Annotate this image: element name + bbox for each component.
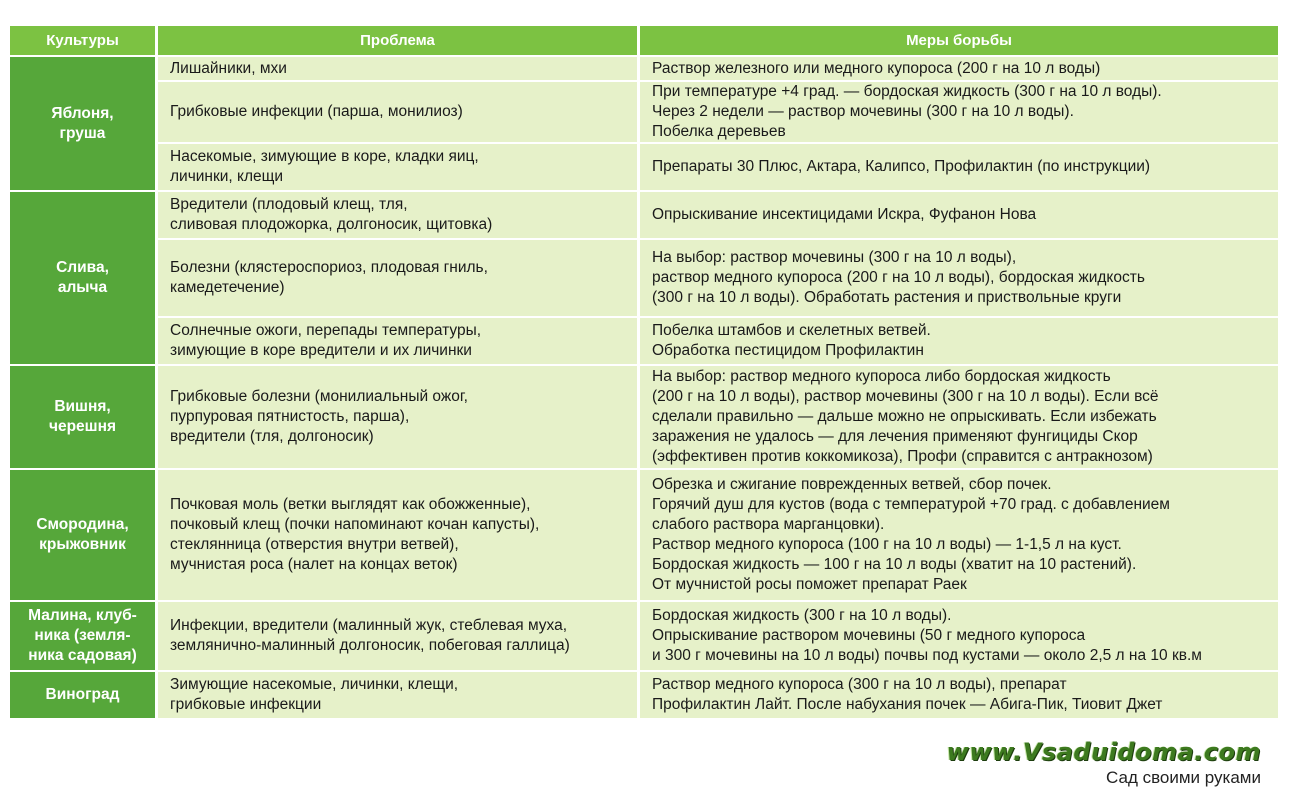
table-row — [10, 366, 1278, 470]
measures-cell: Раствор медного купороса (300 г на 10 л воды), препарат Профилактин Лайт. После набухания почек — Абига-Пик, Тиовит Джет — [640, 672, 1278, 720]
problem-cell: Болезни (клястероспориоз, плодовая гниль, камедетечение) — [158, 240, 640, 318]
watermark-url: www.Vsaduidoma.com — [946, 738, 1261, 766]
crop-cell: Смородина, крыжовник — [10, 470, 158, 602]
header-measures: Меры борьбы — [640, 26, 1278, 57]
table-header-row — [10, 26, 1278, 57]
table-row — [10, 602, 1278, 672]
problem-cell: Солнечные ожоги, перепады температуры, зимующие в коре вредители и их личинки — [158, 318, 640, 366]
problem-cell: Лишайники, мхи — [158, 57, 640, 82]
crop-cell: Малина, клуб- ника (земля- ника садовая) — [10, 602, 158, 672]
problem-cell: Почковая моль (ветки выглядят как обожженные), почковый клещ (почки напоминают кочан капусты), стеклянница (отверстия внутри ветвей), мучнистая роса (налет на концах веток) — [158, 470, 640, 602]
care-table — [10, 26, 1278, 720]
measures-cell: Препараты 30 Плюс, Актара, Калипсо, Профилактин (по инструкции) — [640, 144, 1278, 192]
table-row — [10, 192, 1278, 240]
header-crop: Культуры — [10, 26, 158, 57]
measures-cell: Опрыскивание инсектицидами Искра, Фуфанон Нова — [640, 192, 1278, 240]
table-row — [10, 240, 1278, 318]
crop-cell: Вишня, черешня — [10, 366, 158, 470]
problem-cell: Грибковые болезни (монилиальный ожог, пурпуровая пятнистость, парша), вредители (тля, долгоносик) — [158, 366, 640, 470]
problem-cell: Насекомые, зимующие в коре, кладки яиц, личинки, клещи — [158, 144, 640, 192]
problem-cell: Инфекции, вредители (малинный жук, стеблевая муха, землянично-малинный долгоносик, побеговая галлица) — [158, 602, 640, 672]
measures-cell: На выбор: раствор мочевины (300 г на 10 л воды), раствор медного купороса (200 г на 10 л воды), бордоская жидкость (300 г на 10 л воды). Обработать растения и приствольные круги — [640, 240, 1278, 318]
header-problem: Проблема — [158, 26, 640, 57]
measures-cell: Побелка штамбов и скелетных ветвей. Обработка пестицидом Профилактин — [640, 318, 1278, 366]
table-row — [10, 82, 1278, 144]
table-row — [10, 470, 1278, 602]
measures-cell: Бордоская жидкость (300 г на 10 л воды). Опрыскивание раствором мочевины (50 г медного купороса и 300 г мочевины на 10 л воды) почвы под кустами — около 2,5 л на 10 кв.м — [640, 602, 1278, 672]
problem-cell: Вредители (плодовый клещ, тля, сливовая плодожорка, долгоносик, щитовка) — [158, 192, 640, 240]
table-row — [10, 57, 1278, 82]
crop-cell: Слива, алыча — [10, 192, 158, 366]
table-row — [10, 318, 1278, 366]
table-row — [10, 144, 1278, 192]
measures-cell: На выбор: раствор медного купороса либо бордоская жидкость (200 г на 10 л воды), раствор мочевины (300 г на 10 л воды). Если всё сделали правильно — дальше можно не опрыскивать. Если избежать заражения не удалось — для лечения применяют фунгициды Скор (эффективен против коккомикоза), Профи (справится с антракнозом) — [640, 366, 1278, 470]
measures-cell: При температуре +4 град. — бордоская жидкость (300 г на 10 л воды). Через 2 недели — раствор мочевины (300 г на 10 л воды). Побелка деревьев — [640, 82, 1278, 144]
crop-cell: Виноград — [10, 672, 158, 720]
problem-cell: Грибковые инфекции (парша, монилиоз) — [158, 82, 640, 144]
crop-cell: Яблоня, груша — [10, 57, 158, 192]
measures-cell: Обрезка и сжигание поврежденных ветвей, сбор почек. Горячий душ для кустов (вода с температурой +70 град. с добавлением слабого раствора марганцовки). Раствор медного купороса (100 г на 10 л воды) — 1-1,5 л на куст. Бордоская жидкость — 100 г на 10 л воды (хватит на 10 растений). От мучнистой росы поможет препарат Раек — [640, 470, 1278, 602]
measures-cell: Раствор железного или медного купороса (200 г на 10 л воды) — [640, 57, 1278, 82]
site-watermark — [947, 738, 1261, 788]
table-row — [10, 672, 1278, 720]
watermark-subtitle: Сад своими руками — [1106, 768, 1261, 787]
problem-cell: Зимующие насекомые, личинки, клещи, грибковые инфекции — [158, 672, 640, 720]
